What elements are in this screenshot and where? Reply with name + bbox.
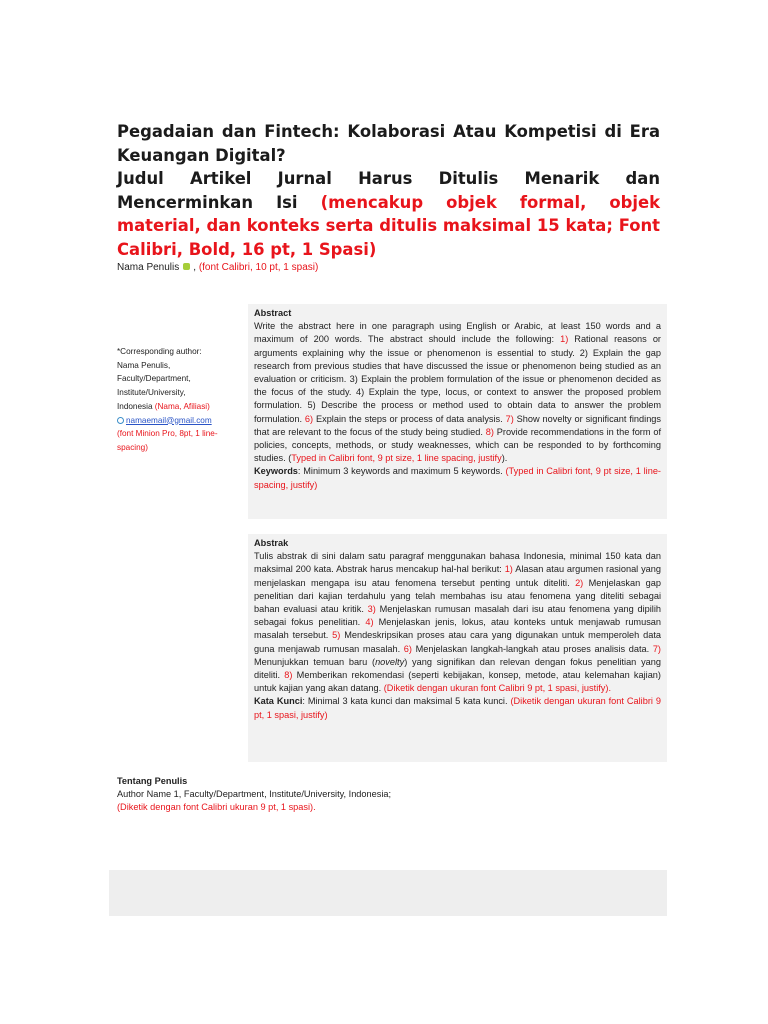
footer-band (109, 870, 667, 916)
about-author (117, 775, 577, 815)
author-format-note: (font Calibri, 10 pt, 1 spasi) (198, 262, 319, 273)
article-title (117, 120, 660, 261)
corresponding-name: Nama Penulis, (117, 360, 171, 370)
corresponding-inst: Institute/University, (117, 388, 186, 398)
abstrak-keywords: Kata Kunci: Minimal 3 kata kunci dan maksimal 5 kata kunci. (Diketik dengan ukuran font Calibri 9 pt, 1 spasi, justify) (254, 696, 661, 720)
corresponding-country: Indonesia (Nama, Afiliasi) (117, 401, 210, 411)
email-icon (117, 417, 124, 424)
abstrak-body: Tulis abstrak di sini dalam satu paragraf menggunakan bahasa Indonesia, minimal 150 kata dan maksimal 200 kata. Abstrak harus mencakup hal-hal berikut: 1) Alasan atau argumen rasional yang menjelaskan mengapa isu atau fenomena tersebut penting untuk diteliti. 2) Menjelaskan gap penelitian dari kajian terdahulu yang telah membahas isu atau fenomena yang diteliti sebagai bahan evaluasi atau kritik. 3) Menjelaskan rumusan masalah dari isu atau fenomena yang dipilih sebagai fokus penelitian. 4) Menjelaskan jenis, lokus, atau konteks untuk menjawab rumusan masalah tersebut. 5) Mendeskripsikan proses atau cara yang digunakan untuk memperoleh data guna menjawab rumusan masalah. 6) Menjelaskan langkah-langkah atau proses analisis data. 7) Menunjukkan temuan baru (novelty) yang signifikan dan relevan dengan fokus penelitian yang diteliti. 8) Memberikan rekomendasi (seperti kebijakan, konsep, metode, atau kelemahan kajian) untuk kajian yang akan datang. (Diketik dengan ukuran font Calibri 9 pt, 1 spasi, justify). (254, 551, 662, 694)
abstract-box (248, 304, 667, 519)
author-line: Nama Penulis , (font Calibri, 10 pt, 1 spasi) (117, 262, 319, 273)
abstrak-heading: Abstrak (254, 538, 289, 548)
corresponding-author (117, 345, 242, 455)
corresponding-label: *Corresponding author: (117, 347, 202, 356)
title-line-2: Judul Artikel Jurnal Harus Ditulis Menarik dan Mencerminkan Isi (mencakup objek formal, objek material, dan konteks serta ditulis maksimal 15 kata; Font Calibri, Bold, 16 pt, 1 Spasi) (117, 169, 660, 259)
corresponding-dept: Faculty/Department, (117, 374, 191, 384)
corresponding-font-note: (font Minion Pro, 8pt, 1 line-spacing) (117, 429, 218, 452)
author-name: Nama Penulis (117, 262, 180, 273)
affiliation-note: (Nama, Afiliasi) (154, 401, 210, 411)
email-link[interactable]: namaemail@gmail.com (126, 415, 212, 425)
about-line: Author Name 1, Faculty/Department, Institute/University, Indonesia; (117, 789, 392, 800)
abstrak-box (248, 534, 667, 762)
corresponding-email-row (117, 414, 242, 428)
abstract-body: Write the abstract here in one paragraph using English or Arabic, at least 150 words and a maximum of 200 words. The abstract should include the following: 1) Rational reasons or arguments explaining why the issue or phenomenon is essential to study. 2) Explain the gap research from previous studies that have discussed the issue or phenomenon being studied as an evaluation or criticism. 3) Explain the problem formulation of the issue or phenomenon decided as the focus of the study. 4) Explain the type, locus, or context to answer the proposed problem formulation. 5) Describe the process or method used to obtain data to answer the problem formulation. 6) Explain the steps or process of data analysis. 7) Show novelty or significant findings that are relevant to the focus of the study being studied. 8) Provide recommendations in the form of policies, concepts, methods, or study weaknesses, which can be responded to by forthcoming studies. (Typed in Calibri font, 9 pt size, 1 line spacing, justify). (254, 321, 662, 464)
orcid-icon[interactable] (183, 263, 190, 270)
about-format-note: (Diketik dengan font Calibri ukuran 9 pt, 1 spasi). (117, 802, 316, 813)
about-heading: Tentang Penulis (117, 776, 188, 786)
abstract-heading: Abstract (254, 308, 292, 318)
title-format-note: (mencakup objek formal, objek material, dan konteks serta ditulis maksimal 15 kata; Font Calibri, Bold, 16 pt, 1 Spasi) (117, 192, 660, 259)
title-line-1: Pegadaian dan Fintech: Kolaborasi Atau Kompetisi di Era Keuangan Digital? (117, 122, 660, 165)
abstract-keywords: Keywords: Minimum 3 keywords and maximum 5 keywords. (Typed in Calibri font, 9 pt size, 1 line-spacing, justify) (254, 466, 661, 490)
